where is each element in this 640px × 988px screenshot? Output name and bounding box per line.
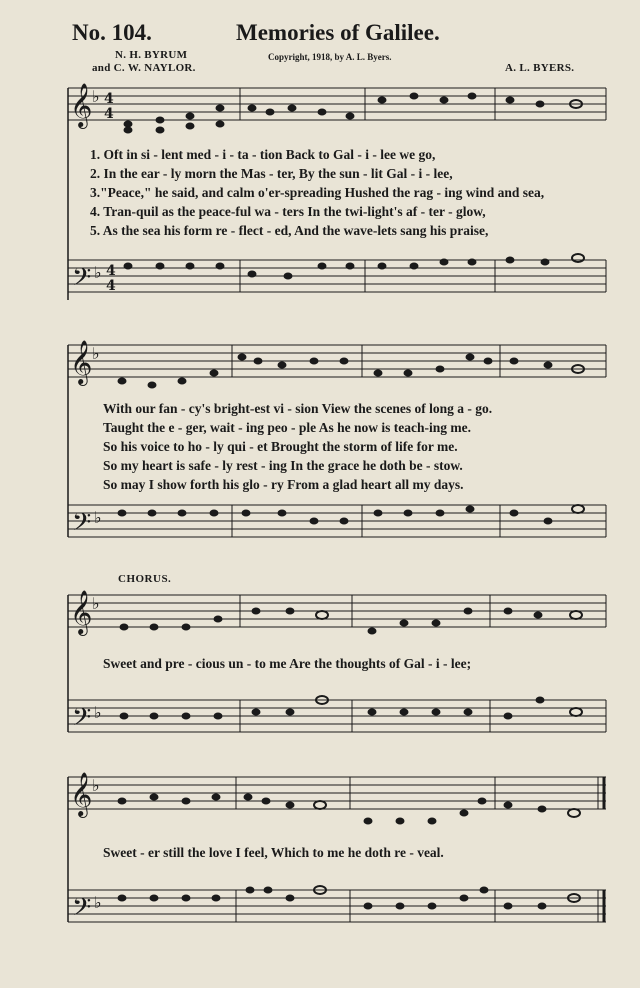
svg-text:4: 4	[106, 278, 116, 294]
svg-text:♭: ♭	[92, 594, 100, 613]
treble-clef-icon: 𝄞	[70, 83, 93, 127]
svg-text:4: 4	[104, 106, 114, 122]
svg-text:♭: ♭	[94, 703, 102, 722]
verse2-line2: Taught the e - ger, wait - ing peo - ple As he now is teach-ing me.	[103, 420, 472, 435]
chorus-label: CHORUS.	[118, 573, 172, 585]
verse4-line2: So my heart is safe - ly rest - ing In the grace he doth be - stow.	[103, 458, 463, 473]
staff-system2-bass	[68, 505, 606, 537]
copyright-notice: Copyright, 1918, by A. L. Byers.	[268, 52, 392, 62]
hymn-number: No. 104.	[72, 20, 152, 45]
svg-text:𝄞: 𝄞	[70, 772, 93, 816]
chorus-line2: Sweet - er still the love I feel, Which to me he doth re - veal.	[103, 845, 444, 860]
notes-system2-treble	[118, 354, 584, 388]
flat-key-icon: ♭	[92, 87, 100, 106]
verse5-line2: So may I show forth his glo - ry From a glad heart all my days.	[103, 477, 464, 492]
verse2-line1: 2. In the ear - ly morn the Mas - ter, By the sun - lit Gal - i - lee,	[90, 166, 453, 181]
verse3-line2: So his voice to ho - ly qui - et Brought the storm of life for me.	[103, 439, 458, 454]
svg-text:♭: ♭	[92, 344, 100, 363]
staff-system3-bass	[68, 700, 606, 732]
composer-credit: A. L. BYERS.	[505, 62, 575, 74]
chorus-line1: Sweet and pre - cious un - to me Are the thoughts of Gal - i - lee;	[103, 656, 472, 671]
staff-system1-bass	[68, 260, 606, 292]
notes-system3-treble	[120, 608, 582, 634]
verse3-line1: 3."Peace," he said, and calm o'er-spreading Hushed the rag - ing wind and sea,	[90, 185, 545, 200]
svg-text:4: 4	[106, 263, 116, 279]
svg-text:♭: ♭	[92, 776, 100, 795]
author-line-1: N. H. BYRUM	[115, 49, 188, 61]
hymn-title: Memories of Galilee.	[236, 20, 440, 45]
svg-text:𝄢: 𝄢	[72, 893, 92, 928]
verse4-line1: 4. Tran-quil as the peace-ful wa - ters In the twi-light's af - ter - glow,	[90, 204, 486, 219]
verse1-line1: 1. Oft in si - lent med - i - ta - tion Back to Gal - i - lee we go,	[90, 147, 436, 162]
author-line-2: and C. W. NAYLOR.	[92, 62, 196, 74]
svg-text:♭: ♭	[94, 893, 102, 912]
staff-system4-bass	[68, 890, 606, 922]
bass-clef-icon: 𝄢	[72, 263, 92, 298]
verse5-line1: 5. As the sea his form re - flect - ed, And the wave-lets sang his praise,	[90, 223, 489, 238]
svg-text:𝄢: 𝄢	[72, 703, 92, 738]
notes-system1-bass	[124, 254, 584, 279]
svg-text:𝄞: 𝄞	[70, 340, 93, 384]
svg-text:♭: ♭	[94, 508, 102, 527]
svg-text:4: 4	[104, 91, 114, 107]
svg-text:♭: ♭	[94, 263, 102, 282]
svg-text:𝄞: 𝄞	[70, 590, 93, 634]
verse1-line2: With our fan - cy's bright-est vi - sion View the scenes of long a - go.	[103, 401, 493, 416]
svg-text:𝄢: 𝄢	[72, 508, 92, 543]
notes-system1-treble	[124, 93, 582, 133]
